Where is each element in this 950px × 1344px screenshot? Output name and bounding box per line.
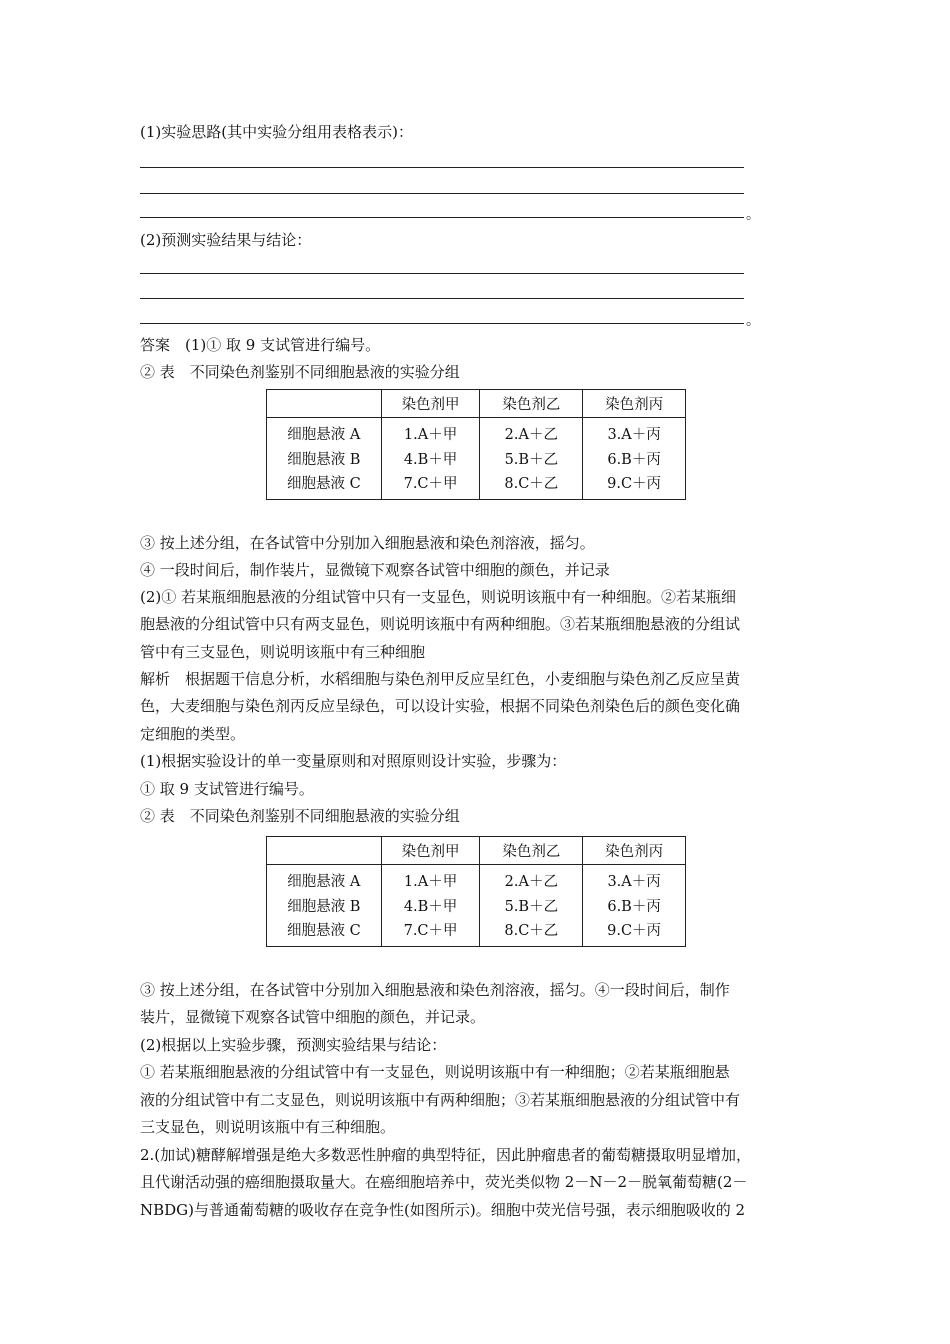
answer-line: ④ 一段时间后，制作装片，显微镜下观察各试管中细胞的颜色，并记录: [140, 561, 610, 579]
experiment-group-table: [266, 836, 686, 947]
answer-line: 胞悬液的分组试管中只有两支显色，则说明该瓶中有两种细胞。③若某瓶细胞悬液的分组试: [140, 615, 741, 633]
table-header-cell: 染色剂丙: [583, 390, 686, 418]
table-cell: 7.C＋甲: [381, 919, 480, 947]
answer-line: 答案 (1)① 取 9 支试管进行编号。: [140, 336, 381, 354]
analysis-line: 色，大麦细胞与染色剂丙反应呈绿色，可以设计实验，根据不同染色剂染色后的颜色变化确: [140, 697, 741, 715]
answer-blank-line: [140, 298, 744, 299]
question-1-prompt: (1)实验思路(其中实验分组用表格表示)：: [140, 123, 413, 141]
table-header-row: [267, 837, 686, 865]
table-row: [267, 892, 686, 919]
table-cell: 9.C＋丙: [583, 919, 686, 947]
question-2-line: NBDG)与普通葡萄糖的吸收存在竞争性(如图所示)。细胞中荧光信号强，表示细胞吸收的 2: [140, 1201, 746, 1219]
answer-line: ② 表 不同染色剂鉴别不同细胞悬液的实验分组: [140, 363, 460, 381]
analysis-line: 解析 根据题干信息分析，水稻细胞与染色剂甲反应呈红色，小麦细胞与染色剂乙反应呈黄: [140, 670, 741, 688]
analysis-line: (1)根据实验设计的单一变量原则和对照原则设计实验，步骤为：: [140, 752, 567, 770]
table-cell: 细胞悬液 B: [287, 898, 361, 915]
question-2-line: 2.(加试)糖酵解增强是绝大多数恶性肿瘤的典型特征，因此肿瘤患者的葡萄糖摄取明显增加，: [140, 1146, 752, 1164]
table-cell: 细胞悬液 C: [286, 475, 361, 492]
analysis-line: 装片，显微镜下观察各试管中细胞的颜色，并记录。: [140, 1008, 486, 1026]
table-cell: 4.B＋甲: [381, 445, 480, 472]
experiment-group-table: [266, 389, 686, 500]
question-2-line: 且代谢活动强的癌细胞摄取量大。在癌细胞培养中，荧光类似物 2－N－2－脱氧葡萄糖(2－: [140, 1173, 748, 1191]
table-header-cell: 染色剂乙: [480, 390, 583, 418]
analysis-line: 三支显色，则说明该瓶中有三种细胞。: [140, 1118, 396, 1136]
table-cell: 3.A＋丙: [583, 418, 686, 445]
analysis-line: 液的分组试管中有二支显色，则说明该瓶中有两种细胞；③若某瓶细胞悬液的分组试管中有: [140, 1091, 741, 1109]
table-cell: 6.B＋丙: [583, 892, 686, 919]
table-header-cell: 染色剂丙: [583, 837, 686, 865]
analysis-line: ③ 按上述分组，在各试管中分别加入细胞悬液和染色剂溶液，摇匀。④一段时间后，制作: [140, 981, 730, 999]
answer-blank-line: [140, 323, 744, 324]
table-cell: 细胞悬液 A: [287, 873, 361, 890]
table-row: [267, 865, 686, 892]
period-mark: 。: [746, 313, 760, 329]
answer-blank-line: [140, 273, 744, 274]
analysis-line: ② 表 不同染色剂鉴别不同细胞悬液的实验分组: [140, 807, 460, 825]
table-cell: 细胞悬液 C: [286, 922, 361, 939]
table-cell: 9.C＋丙: [583, 472, 686, 500]
table-cell: 5.B＋乙: [480, 445, 583, 472]
table-cell: 7.C＋甲: [381, 472, 480, 500]
table-header-cell: 染色剂乙: [480, 837, 583, 865]
table-row: [267, 472, 686, 500]
answer-line: (2)① 若某瓶细胞悬液的分组试管中只有一支显色，则说明该瓶中有一种细胞。②若某瓶细: [140, 588, 737, 606]
table-cell: 细胞悬液 A: [287, 426, 361, 443]
period-mark: 。: [746, 207, 760, 223]
analysis-line: ① 取 9 支试管进行编号。: [140, 780, 314, 798]
table-cell: 8.C＋乙: [480, 919, 583, 947]
answer-blank-line: [140, 193, 744, 194]
table-cell: 8.C＋乙: [480, 472, 583, 500]
table-header-cell: 染色剂甲: [381, 390, 480, 418]
question-2-prompt: (2)预测实验结果与结论：: [140, 231, 312, 249]
table-header-cell: 染色剂甲: [381, 837, 480, 865]
table-cell: 2.A＋乙: [480, 865, 583, 892]
answer-blank-line: [140, 167, 744, 168]
table-header-row: [267, 390, 686, 418]
table-row: [267, 445, 686, 472]
analysis-line: (2)根据以上实验步骤，预测实验结果与结论：: [140, 1036, 447, 1054]
table-cell: 1.A＋甲: [381, 418, 480, 445]
analysis-line: 定细胞的类型。: [140, 725, 246, 743]
table-row: [267, 418, 686, 445]
analysis-line: ① 若某瓶细胞悬液的分组试管中有一支显色，则说明该瓶中有一种细胞；②若某瓶细胞悬: [140, 1063, 730, 1081]
table-cell: 1.A＋甲: [381, 865, 480, 892]
answer-line: 管中有三支显色，则说明该瓶中有三种细胞: [140, 643, 426, 661]
table-cell: 2.A＋乙: [480, 418, 583, 445]
table-header-cell: [267, 837, 382, 865]
table-cell: 6.B＋丙: [583, 445, 686, 472]
table-cell: 3.A＋丙: [583, 865, 686, 892]
answer-line: ③ 按上述分组，在各试管中分别加入细胞悬液和染色剂溶液，摇匀。: [140, 534, 595, 552]
table-cell: 5.B＋乙: [480, 892, 583, 919]
table-cell: 4.B＋甲: [381, 892, 480, 919]
table-cell: 细胞悬液 B: [287, 451, 361, 468]
answer-blank-line: [140, 217, 744, 218]
table-row: [267, 919, 686, 947]
table-header-cell: [267, 390, 382, 418]
